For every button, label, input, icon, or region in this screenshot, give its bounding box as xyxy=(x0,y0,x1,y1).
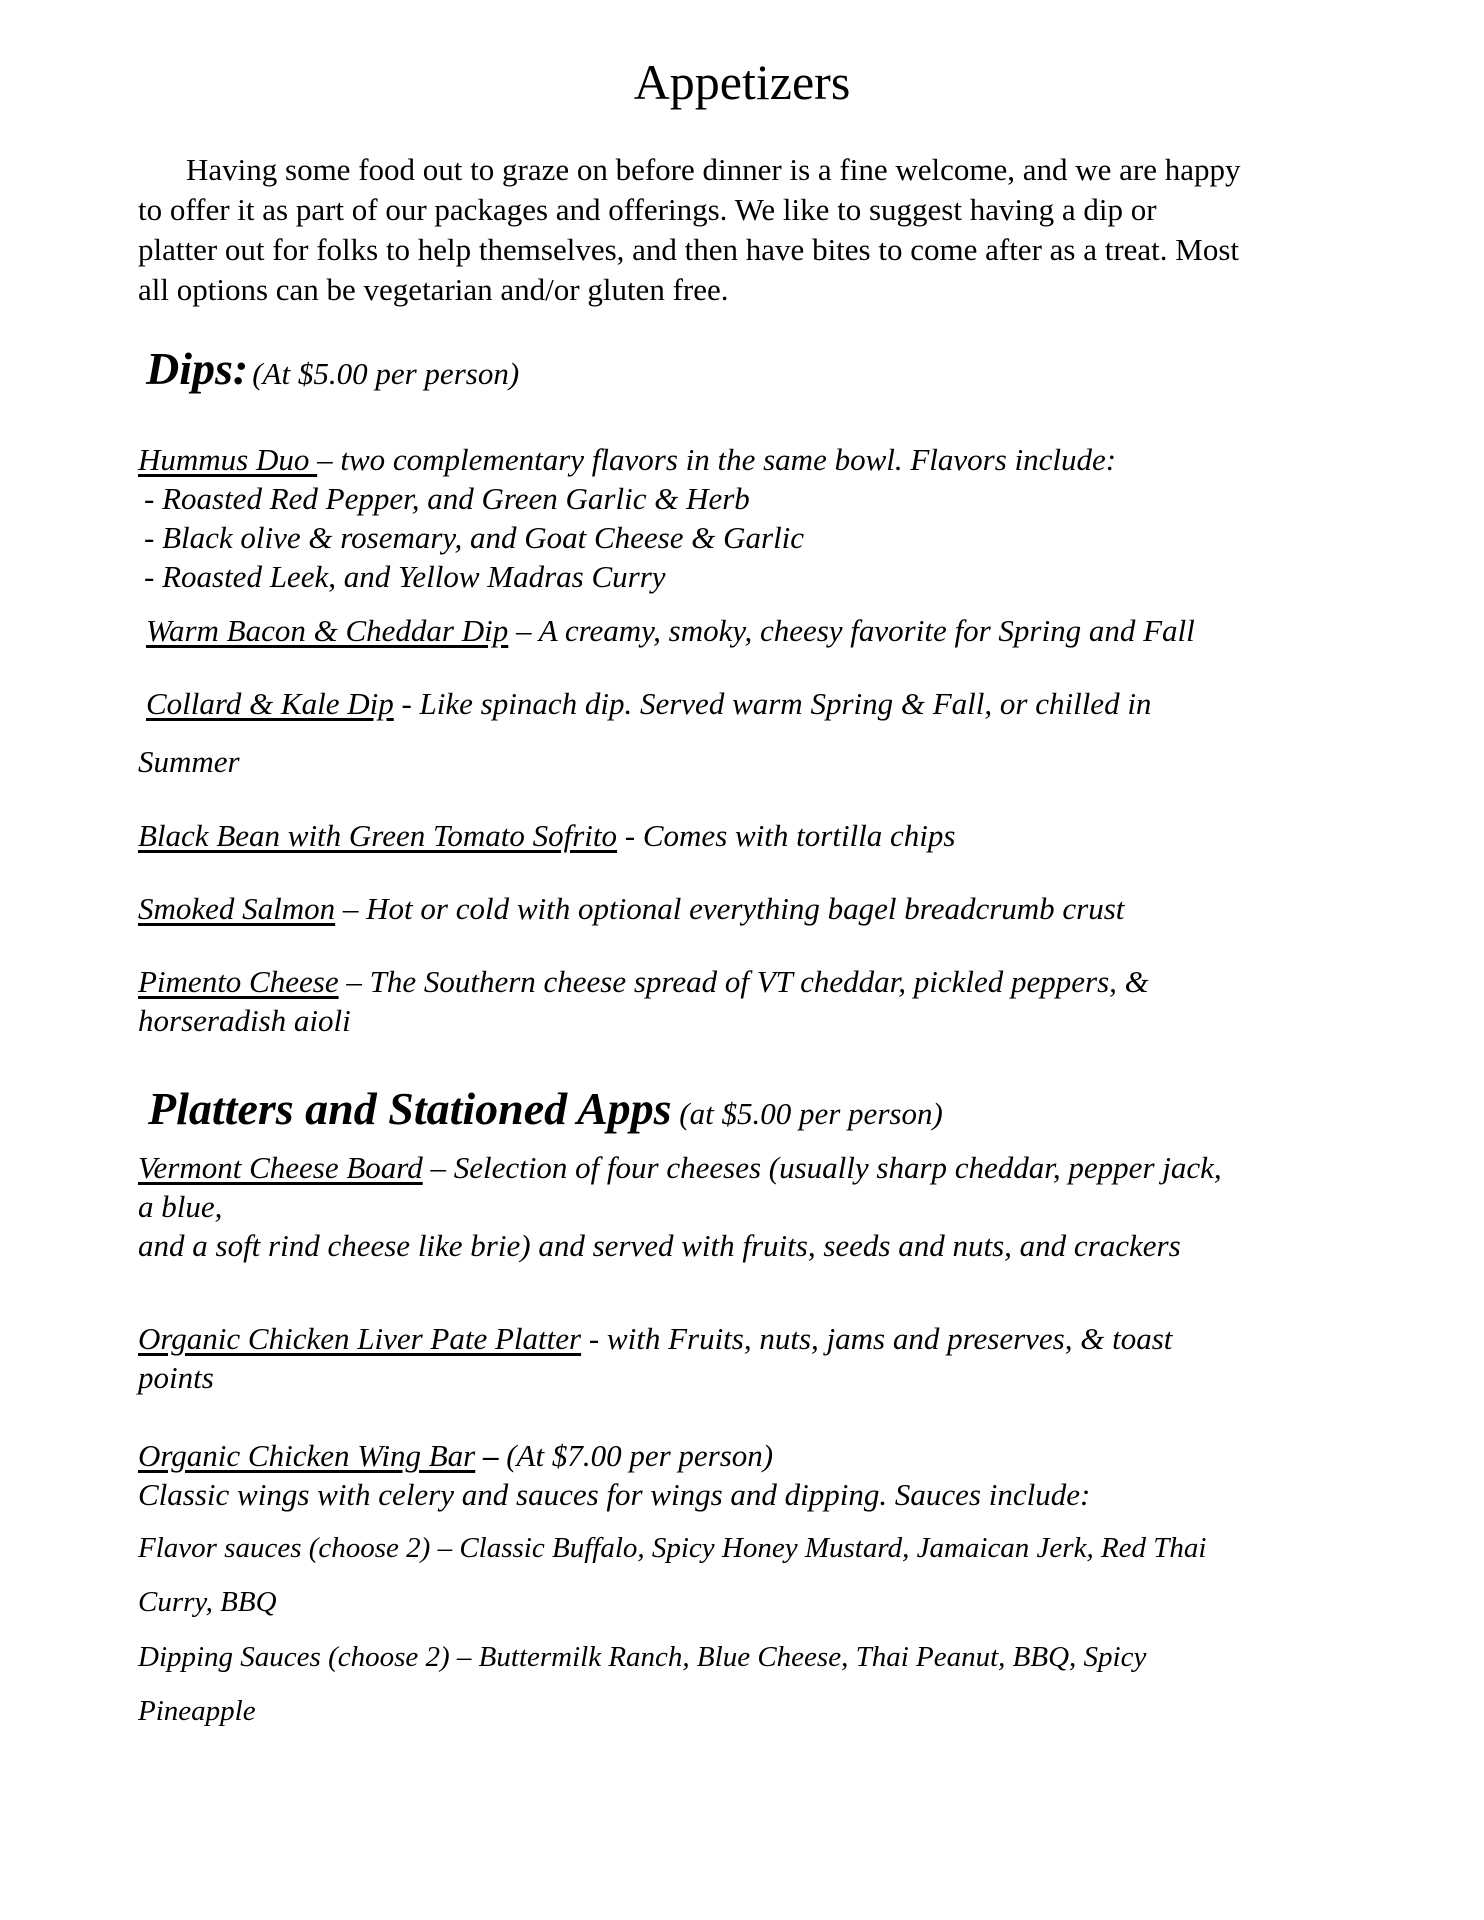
hummus-flavor-2: - Black olive & rosemary, and Goat Cheese & Garlic xyxy=(144,520,805,555)
intro-line-4: all options can be vegetarian and/or gluten free. xyxy=(138,272,729,307)
wing-bar-price: (At $7.00 per person) xyxy=(506,1438,774,1473)
wing-dipping-sauces: Dipping Sauces (choose 2) – Buttermilk Ranch, Blue Cheese, Thai Peanut, BBQ, Spicy xyxy=(138,1641,1147,1673)
pate-platter-name: Organic Chicken Liver Pate Platter xyxy=(138,1321,582,1356)
smoked-salmon-item xyxy=(138,889,1124,929)
cheese-board-desc: – Selection of four cheeses (usually sharp cheddar, pepper jack, xyxy=(422,1150,1222,1185)
hummus-item xyxy=(138,440,1116,480)
smoked-salmon-desc: – Hot or cold with optional everything bagel breadcrumb crust xyxy=(335,891,1125,926)
dips-heading xyxy=(146,342,519,395)
bacon-dip-item xyxy=(146,611,1195,651)
pimento-cheese-item xyxy=(138,962,1149,1002)
cheese-board-item xyxy=(138,1148,1222,1188)
wing-bar-dash: – xyxy=(475,1438,507,1473)
wing-bar-desc: Classic wings with celery and sauces for wings and dipping. Sauces include: xyxy=(138,1477,1091,1512)
wing-bar-name: Organic Chicken Wing Bar xyxy=(138,1438,476,1473)
hummus-flavor-1: - Roasted Red Pepper, and Green Garlic & Herb xyxy=(144,481,750,516)
wing-dipping-sauces-cont: Pineapple xyxy=(138,1695,256,1727)
hummus-desc: – two complementary flavors in the same bowl. Flavors include: xyxy=(317,442,1117,477)
collard-dip-item xyxy=(146,684,1151,724)
page-title: Appetizers xyxy=(633,54,851,110)
platters-title: Platters and Stationed Apps xyxy=(148,1083,672,1134)
cheese-board-name: Vermont Cheese Board xyxy=(138,1150,423,1185)
pimento-cheese-desc: – The Southern cheese spread of VT cheddar, pickled peppers, & xyxy=(338,964,1149,999)
pate-platter-desc-cont: points xyxy=(138,1360,214,1395)
bacon-dip-name: Warm Bacon & Cheddar Dip xyxy=(146,613,509,648)
wing-flavor-sauces-cont: Curry, BBQ xyxy=(138,1586,277,1618)
pate-platter-desc: - with Fruits, nuts, jams and preserves, & toast xyxy=(581,1321,1173,1356)
wing-bar-item xyxy=(138,1436,773,1476)
collard-dip-desc-cont: Summer xyxy=(138,744,240,779)
cheese-board-desc-cont-2: and a soft rind cheese like brie) and served with fruits, seeds and nuts, and crackers xyxy=(138,1228,1181,1263)
dips-price: (At $5.00 per person) xyxy=(252,356,520,391)
dips-title: Dips: xyxy=(146,343,249,394)
smoked-salmon-name: Smoked Salmon xyxy=(138,891,336,926)
pimento-cheese-name: Pimento Cheese xyxy=(138,964,339,999)
hummus-name: Hummus Duo xyxy=(138,442,318,477)
wing-flavor-sauces: Flavor sauces (choose 2) – Classic Buffalo, Spicy Honey Mustard, Jamaican Jerk, Red Thai xyxy=(138,1532,1207,1564)
hummus-flavor-3: - Roasted Leek, and Yellow Madras Curry xyxy=(144,559,666,594)
black-bean-item xyxy=(138,816,955,856)
pate-platter-item xyxy=(138,1319,1172,1359)
pimento-cheese-desc-cont: horseradish aioli xyxy=(138,1003,351,1038)
black-bean-desc: - Comes with tortilla chips xyxy=(617,818,956,853)
platters-price: (at $5.00 per person) xyxy=(671,1096,943,1131)
bacon-dip-desc: – A creamy, smoky, cheesy favorite for Spring and Fall xyxy=(508,613,1195,648)
collard-dip-name: Collard & Kale Dip xyxy=(146,686,394,721)
intro-paragraph xyxy=(138,150,1358,310)
cheese-board-desc-cont: a blue, xyxy=(138,1189,223,1224)
intro-line-3: platter out for folks to help themselves, and then have bites to come after as a treat. Most xyxy=(138,232,1240,267)
collard-dip-desc: - Like spinach dip. Served warm Spring & Fall, or chilled in xyxy=(393,686,1152,721)
intro-line-1: Having some food out to graze on before dinner is a fine welcome, and we are happy xyxy=(186,152,1241,187)
platters-heading xyxy=(148,1082,943,1135)
black-bean-name: Black Bean with Green Tomato Sofrito xyxy=(138,818,618,853)
intro-line-2: to offer it as part of our packages and offerings. We like to suggest having a dip or xyxy=(138,192,1157,227)
